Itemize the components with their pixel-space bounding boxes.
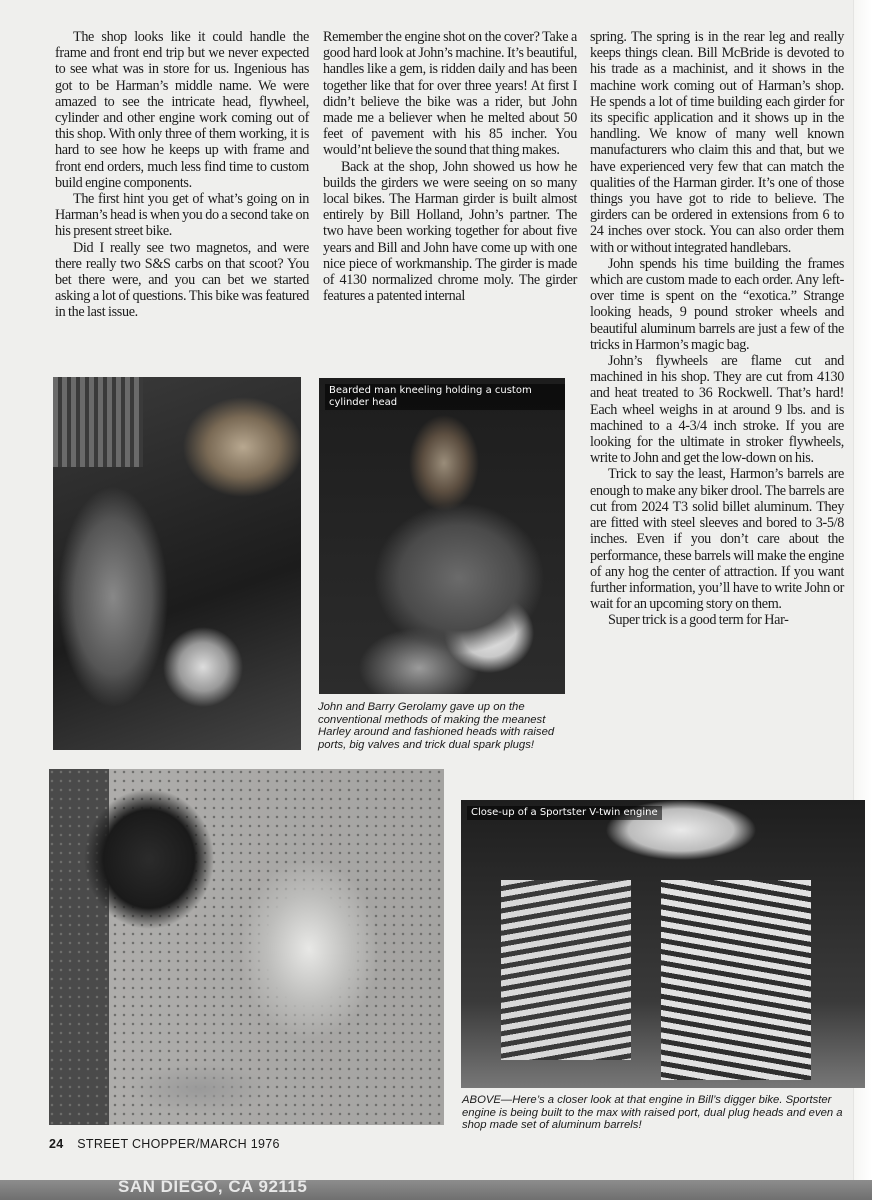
page-footer — [49, 1137, 280, 1151]
underlying-page-strip — [0, 1177, 872, 1200]
photo-man-at-bench — [53, 377, 301, 750]
paragraph: Back at the shop, John showed us how he builds the girders we were seeing on so many local bikes. The Harman girder is built almost entirely by Bill Holland, John’s partner. The two have been working together for about five years and Bill and John have come up with one nice piece of workmanship. The girder is made of 4130 normalized chrome moly. The girder features a patented internal — [323, 158, 577, 305]
photo-caption: John and Barry Gerolamy gave up on the conventional methods of making the meanest Harley around and fashioned heads with raised ports, big valves and trick dual spark plugs! — [318, 701, 555, 751]
paragraph: Trick to say the least, Harmon’s barrels are enough to make any biker drool. The barrels are cut from 2024 T3 solid billet aluminum. They are fitted with steel sleeves and bored to 3-5/8 inches. Even if you don’t care about the performance, these barrels will make the engine of any hog the center of attraction. If you want further information, you’ll have to write John or wait for an upcoming story on them. — [590, 466, 844, 613]
bleed-through-text: SAN DIEGO, CA 92115 — [118, 1177, 308, 1196]
article-column-1 — [55, 29, 309, 321]
photo-alt-text: Bearded man kneeling holding a custom cylinder head — [325, 384, 565, 410]
photo-man-holding-head — [319, 378, 565, 694]
publication-line: STREET CHOPPER/MARCH 1976 — [77, 1137, 280, 1151]
photo-caption: ABOVE—Here’s a closer look at that engine in Bill’s digger bike. Sportster engine is being built to the max with raised port, dual plug heads and even a shop made set of aluminum barrels! — [462, 1094, 843, 1132]
photo-sportster-engine — [461, 800, 865, 1088]
article-column-3 — [590, 29, 844, 629]
paragraph: Remember the engine shot on the cover? Take a good hard look at John’s machine. It’s beautiful, handles like a gem, is ridden daily and has been together like that for over three years! At first I didn’t believe the bike was a rider, but John made me a believer when he melted about 50 feet of pavement with his 85 incher. You would’nt believe the sound that thing makes. — [323, 29, 577, 159]
paragraph: John’s flywheels are flame cut and machined in his shop. They are cut from 4130 and heat treated to 36 Rockwell. That’s hard! Each wheel weighs in at around 9 lbs. and is machined to a 4-3/4 inch stroke. If you are looking for the ultimate in stroker flywheels, write to John and get the low-down on his. — [590, 353, 844, 467]
page-number: 24 — [49, 1137, 64, 1151]
paragraph: The first hint you get of what’s going on in Harman’s head is when you do a second take on his present street bike. — [55, 191, 309, 240]
paragraph: The shop looks like it could handle the frame and front end trip but we never expected to see what was in store for us. Ingenious has got to be Harman’s middle name. We were amazed to see the intricate head, flywheel, cylinder and other engine work coming out of this shop. With only three of them working, it is hard to see how he keeps up with frame and front end orders, much less find time to custom build engine components. — [55, 29, 309, 191]
article-column-2 — [323, 29, 577, 304]
paragraph: John spends his time building the frames which are custom made to each order. Any left-over time is spent on the “exotica.” Strange looking heads, 9 pound stroker wheels and beautiful aluminum barrels are just a few of the tricks in Harmon’s magic bag. — [590, 255, 844, 353]
paragraph: Did I really see two magnetos, and were there really two S&S carbs on that scoot? You bet there were, and you can bet we started asking a lot of questions. This bike was featured in the last issue. — [55, 239, 309, 321]
paragraph: spring. The spring is in the rear leg and really keeps things clean. Bill McBride is devoted to his trade as a machinist, and it shows in the machine work coming out of Harman’s shop. He spends a lot of time building each girder for its specific application and it shows up in the handling. We know of many well known manufacturers who claim this and that, but we have experienced very few that can match the qualities of the Harman girder. It’s one of those things you have got to ride to believe. The girders can be ordered in extensions from 6 to 24 inches over stock. You can also order them with or without integrated handlebars. — [590, 29, 844, 256]
photo-alt-text: Close-up of a Sportster V-twin engine — [467, 806, 662, 820]
paragraph: Super trick is a good term for Har- — [608, 612, 789, 629]
photo-milling-barrel — [49, 769, 444, 1125]
